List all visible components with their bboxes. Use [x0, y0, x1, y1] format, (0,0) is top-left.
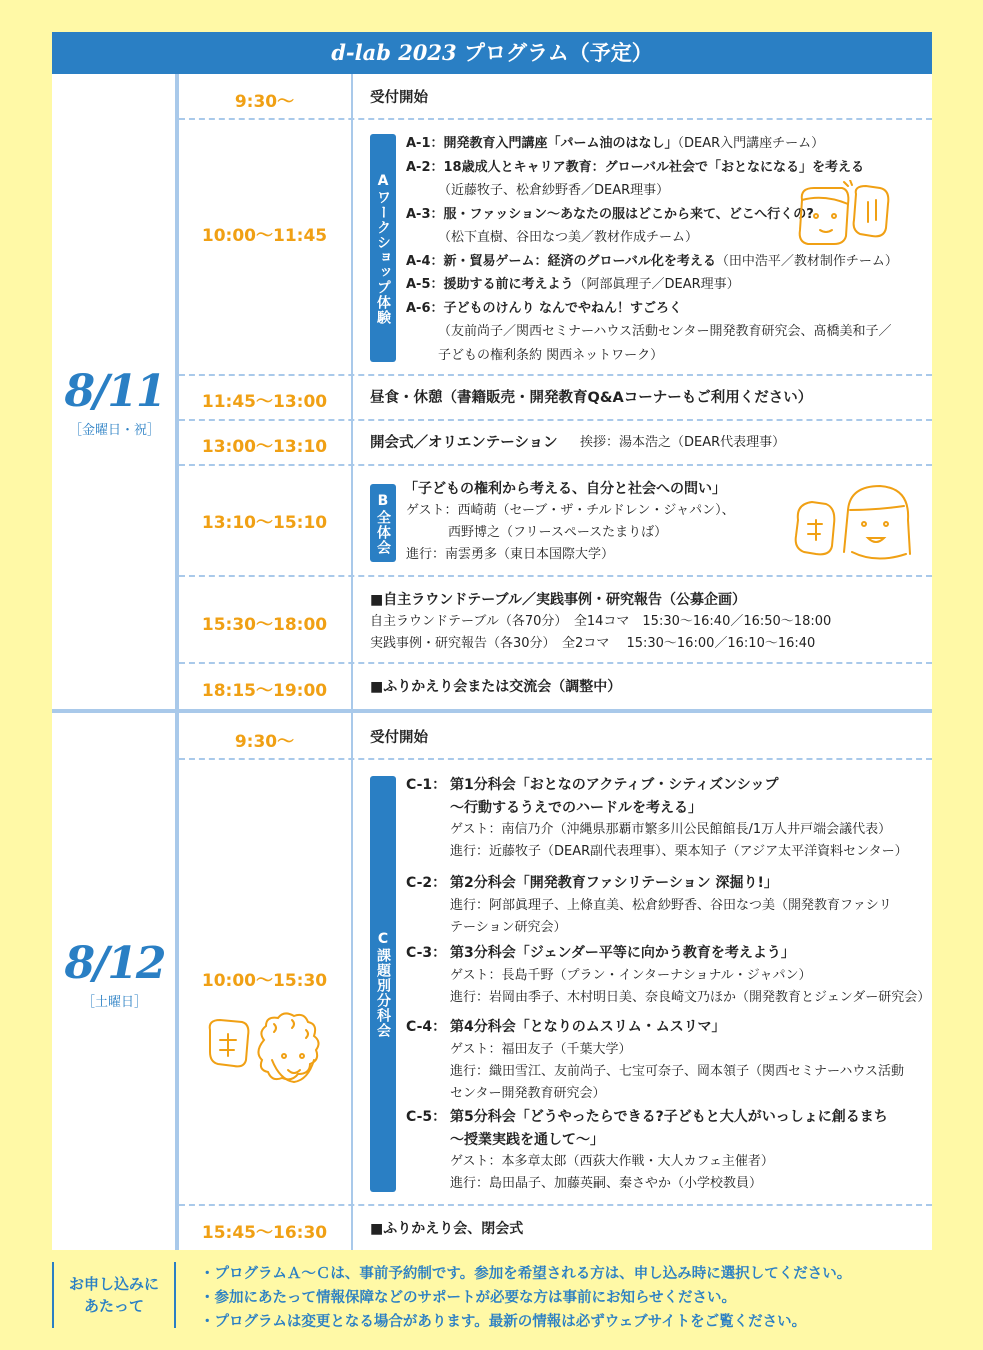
block-a-item [406, 156, 864, 180]
row-divider [179, 374, 932, 376]
session-title: 第1分科会「おとなのアクティブ・シティズンシップ [450, 777, 779, 793]
row-divider [179, 419, 932, 421]
row-divider [179, 662, 932, 664]
block-a-item [438, 320, 891, 344]
item-detail: （DEAR入門講座チーム） [677, 136, 825, 151]
curly-hair-doodle-icon [202, 1000, 352, 1096]
block-b-moderator: 進行：南雲勇多（東日本国際大学） [406, 547, 615, 562]
block-a-label: ワークショップ体験 [375, 189, 391, 325]
block-c-letter: C [377, 931, 389, 947]
block-a-item [438, 344, 663, 368]
block-a-item [406, 203, 814, 227]
header-brand: d-lab 2023 [331, 40, 457, 65]
item-code: A-4： [406, 253, 444, 269]
row-divider [179, 118, 932, 120]
header-title: プログラム（予定） [456, 41, 653, 65]
block-a-item [406, 273, 740, 297]
item-code: A-5： [406, 277, 444, 292]
girl-doodle-icon [792, 480, 922, 570]
item-detail: （友前尚子／関西セミナーハウス活動センター開発教育研究会、髙橋美和子／ [438, 324, 892, 339]
item-title: 援助する前に考えよう [443, 277, 574, 292]
note-label-line: あたって [83, 1297, 144, 1315]
time-slot: 11:45〜13:00 [201, 392, 328, 412]
block-a-letter: A [377, 172, 389, 189]
schedule-text: 受付開始 [370, 90, 428, 106]
item-code: A-2： [406, 159, 444, 175]
schedule-text: 昼食・休憩（書籍販売・開発教育Q&Aコーナーもご利用ください） [370, 390, 813, 406]
session-title: 第2分科会「開発教育ファシリテーション 深掘り!」 [450, 875, 778, 891]
block-c-label: 課題別分科会 [375, 948, 391, 1038]
schedule-text: 開会式／オリエンテーション [370, 435, 558, 451]
item-code: A-3： [406, 206, 444, 222]
application-note: ・プログラムは変更となる場合があります。最新の情報は必ずウェブサイトをご覧ください。 [200, 1314, 807, 1330]
row-divider [179, 1204, 932, 1206]
day2-date-block [52, 939, 177, 1010]
item-title: 開発教育入門講座「パーム油のはなし」 [443, 136, 678, 151]
session-detail: 進行：近藤牧子（DEAR副代表理事）、栗本知子（アジア太平洋資料センター） [450, 844, 908, 859]
row-divider [179, 464, 932, 466]
session-detail: 進行：島田晶子、加藤英嗣、秦さやか（小学校教員） [450, 1176, 763, 1191]
session-title: 第4分科会「となりのムスリム・ムスリマ」 [450, 1019, 726, 1035]
item-detail: 子どもの権利条約 関西ネットワーク） [438, 347, 664, 363]
session-title: 第5分科会「どうやったらできる?子どもと大人がいっしょに創るまち [450, 1109, 888, 1125]
day2-date: 8/12 [64, 938, 165, 989]
roundtable-line: 自主ラウンドテーブル（各70分） 全14コマ 15:30〜16:40／16:50〜18:00 [370, 614, 832, 629]
session-detail: 進行：阿部眞理子、上條直美、松倉紗野香、谷田なつ美（開発教育ファシリ [450, 897, 892, 913]
time-slot: 13:10〜15:10 [201, 513, 328, 533]
time-slot: 15:30〜18:00 [201, 615, 328, 635]
session-detail: センター開発教育研究会） [450, 1085, 606, 1101]
day2-weekday: ［土曜日］ [81, 995, 147, 1010]
block-a-item [438, 179, 669, 203]
item-detail: （阿部眞理子／DEAR理事） [573, 277, 740, 292]
block-a-badge [370, 134, 396, 362]
roundtable-line: 実践事例・研究報告（各30分） 全2コマ 15:30〜16:00／16:10〜16:40 [370, 636, 816, 651]
schedule-text: ■ふりかえり会、閉会式 [370, 1221, 524, 1237]
time-slot: 10:00〜11:45 [201, 226, 328, 246]
block-c-badge [370, 776, 396, 1192]
session-code: C-2： [406, 875, 447, 891]
session-title: 〜行動するうえでのハードルを考える」 [450, 799, 702, 816]
time-slot: 10:00〜15:30 [201, 971, 328, 991]
note-label-line: お申し込みに [68, 1275, 159, 1293]
session-detail: テーション研究会） [450, 919, 567, 935]
block-a-item [438, 226, 698, 250]
block-b-title: 「子どもの権利から考える、自分と社会への問い」 [404, 481, 726, 497]
session-detail: ゲスト：南信乃介（沖縄県那覇市繁多川公民館館長/1万人井戸端会議代表） [450, 822, 892, 837]
block-b-guest: 西野博之（フリースペースたまりば） [448, 525, 668, 540]
session-detail: 進行：織田雪江、友前尚子、七宝可奈子、岡本領子（関西セミナーハウス活動 [450, 1063, 904, 1079]
day1-date-block [52, 367, 177, 438]
program-header [52, 32, 932, 74]
day-separator [52, 709, 932, 713]
time-slot: 9:30〜 [234, 732, 295, 752]
time-slot: 15:45〜16:30 [201, 1223, 328, 1243]
item-detail: （松下直樹、谷田なつ美／教材作成チーム） [438, 230, 699, 245]
session-detail: ゲスト：長島千野（プラン・インターナショナル・ジャパン） [450, 967, 812, 983]
item-title: 子どものけんり なんでやねん！すごろく [443, 300, 683, 316]
application-note: ・プログラムＡ〜Ｃは、事前予約制です。参加を希望される方は、申し込み時に選択してください。 [200, 1266, 852, 1282]
session-code: C-4： [406, 1019, 447, 1035]
session-detail: ゲスト：本多章太郎（西荻大作戦・大人カフェ主催者） [450, 1154, 774, 1169]
session-title: 〜授業実践を通して〜」 [450, 1131, 604, 1148]
schedule-text: 受付開始 [370, 730, 428, 746]
block-a-item [406, 297, 682, 321]
session-detail: 進行：岩岡由季子、木村明日美、奈良崎文乃ほか（開発教育とジェンダー研究会） [450, 989, 931, 1005]
day1-date: 8/11 [64, 366, 165, 417]
session-code: C-5： [406, 1109, 447, 1125]
block-b-letter: B [377, 492, 389, 509]
session-title: 第3分科会「ジェンダー平等に向かう教育を考えよう」 [450, 945, 795, 961]
block-b-badge [370, 484, 396, 562]
day1-weekday: ［金曜日・祝］ [68, 423, 160, 438]
item-title: 服・ファッション〜あなたの服はどこから来て、どこへ行くの? [443, 206, 814, 222]
row-divider [179, 758, 932, 760]
block-a-item [406, 132, 824, 156]
application-note: ・参加にあたって情報保障などのサポートが必要な方は事前にお知らせください。 [200, 1290, 737, 1306]
item-detail: （近藤牧子、松倉紗野香／DEAR理事） [438, 183, 670, 198]
roundtable-title: ■自主ラウンドテーブル／実践事例・研究報告（公募企画） [370, 592, 746, 608]
time-slot: 18:15〜19:00 [201, 681, 328, 701]
item-detail: （田中浩平／教材制作チーム） [715, 253, 898, 269]
program-sheet [52, 32, 932, 1250]
item-code: A-1： [406, 136, 444, 151]
face-doodle-icon [784, 180, 894, 250]
block-b-guest: ゲスト：西崎萌（セーブ・ザ・チルドレン・ジャパン）、 [406, 503, 735, 518]
greeting-text: 挨拶：湯本浩之（DEAR代表理事） [580, 435, 786, 450]
block-a-item [406, 250, 898, 274]
time-slot: 9:30〜 [234, 92, 295, 112]
session-detail: ゲスト：福田友子（千葉大学） [450, 1041, 632, 1057]
application-note-label [52, 1262, 176, 1328]
item-code: A-6： [406, 300, 444, 316]
item-title: 18歳成人とキャリア教育：グローバル社会で「おとなになる」を考える [443, 159, 864, 175]
schedule-text: ■ふりかえり会または交流会（調整中） [370, 679, 622, 695]
row-divider [179, 575, 932, 577]
time-slot: 13:00〜13:10 [201, 437, 328, 457]
block-b-label: 全体会 [375, 509, 391, 555]
item-title: 新・貿易ゲーム：経済のグローバル化を考える [443, 253, 716, 269]
session-code: C-1： [406, 777, 447, 793]
session-code: C-3： [406, 945, 447, 961]
